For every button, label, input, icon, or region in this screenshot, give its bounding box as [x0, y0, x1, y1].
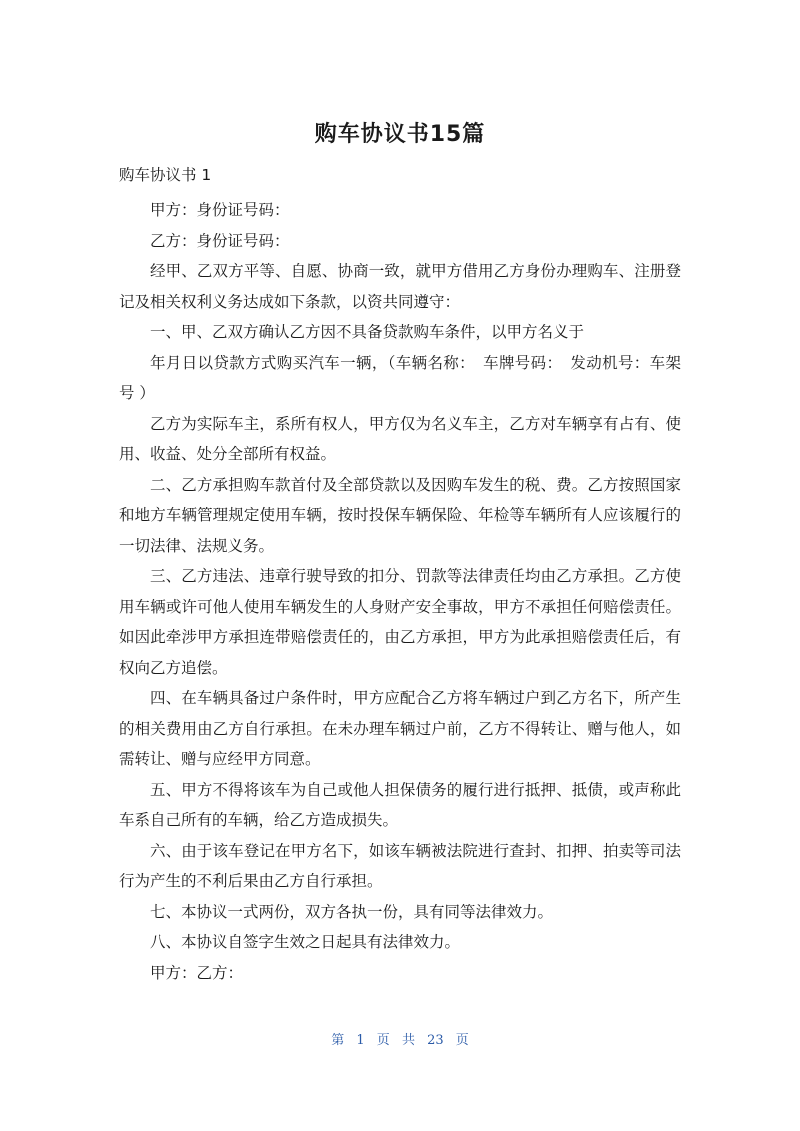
paragraph-clause-1: 一、甲、乙双方确认乙方因不具备贷款购车条件，以甲方名义于 — [150, 323, 585, 341]
document-body — [119, 195, 681, 988]
paragraph-party-a: 甲方：身份证号码： — [150, 201, 290, 219]
paragraph-clause-7: 七、本协议一式两份，双方各执一份，具有同等法律效力。 — [150, 902, 554, 921]
footer-total-pages: 23 — [427, 1033, 444, 1048]
paragraph-clause-4: 四、在车辆具备过户条件时，甲方应配合乙方将车辆过户到乙方名下，所产生的相关费用由乙方自行承担。在未办理车辆过户前，乙方不得转让、赠与他人，如需转让、赠与应经甲方同意。 — [119, 689, 681, 768]
paragraph-clause-8: 八、本协议自签字生效之日起具有法律效力。 — [150, 933, 461, 951]
paragraph-clause-3: 三、乙方违法、违章行驶导致的扣分、罚款等法律责任均由乙方承担。乙方使用车辆或许可他人使用车辆发生的人身财产安全事故，甲方不承担任何赔偿责任。如因此牵涉甲方承担连带赔偿责任的，由乙方承担，甲方为此承担赔偿责任后，有权向乙方追偿。 — [119, 567, 681, 677]
paragraph-party-b: 乙方：身份证号码： — [150, 231, 290, 250]
page-footer — [0, 1031, 800, 1051]
footer-page-unit: 页 — [376, 1033, 390, 1048]
footer-page-number: 1 — [356, 1033, 365, 1048]
footer-page-label: 第 — [331, 1033, 345, 1048]
footer-total-label: 共 — [401, 1033, 415, 1048]
paragraph-clause-5: 五、甲方不得将该车为自己或他人担保债务的履行进行抵押、抵债，或声称此车系自己所有的车辆，给乙方造成损失。 — [119, 780, 681, 829]
footer-total-unit: 页 — [455, 1033, 469, 1048]
paragraph-signatures: 甲方：乙方： — [150, 963, 244, 982]
paragraph-clause-6: 六、由于该车登记在甲方名下，如该车辆被法院进行查封、扣押、拍卖等司法行为产生的不利后果由乙方自行承担。 — [119, 841, 681, 890]
paragraph-clause-1-vehicle: 年月日以贷款方式购买汽车一辆，（车辆名称： 车牌号码： 发动机号：车架号 ） — [119, 353, 681, 402]
paragraph-clause-2: 二、乙方承担购车款首付及全部贷款以及因购车发生的税、费。乙方按照国家和地方车辆管理规定使用车辆，按时投保车辆保险、年检等车辆所有人应该履行的一切法律、法规义务。 — [119, 475, 681, 555]
paragraph-clause-1-owner: 乙方为实际车主，系所有权人，甲方仅为名义车主，乙方对车辆享有占有、使用、收益、处分全部所有权益。 — [119, 414, 681, 463]
paragraph-preamble: 经甲、乙双方平等、自愿、协商一致，就甲方借用乙方身份办理购车、注册登记及相关权利义务达成如下条款，以资共同遵守： — [119, 262, 681, 311]
section-heading: 购车协议书 1 — [119, 166, 212, 184]
document-title: 购车协议书15篇 — [314, 122, 486, 147]
